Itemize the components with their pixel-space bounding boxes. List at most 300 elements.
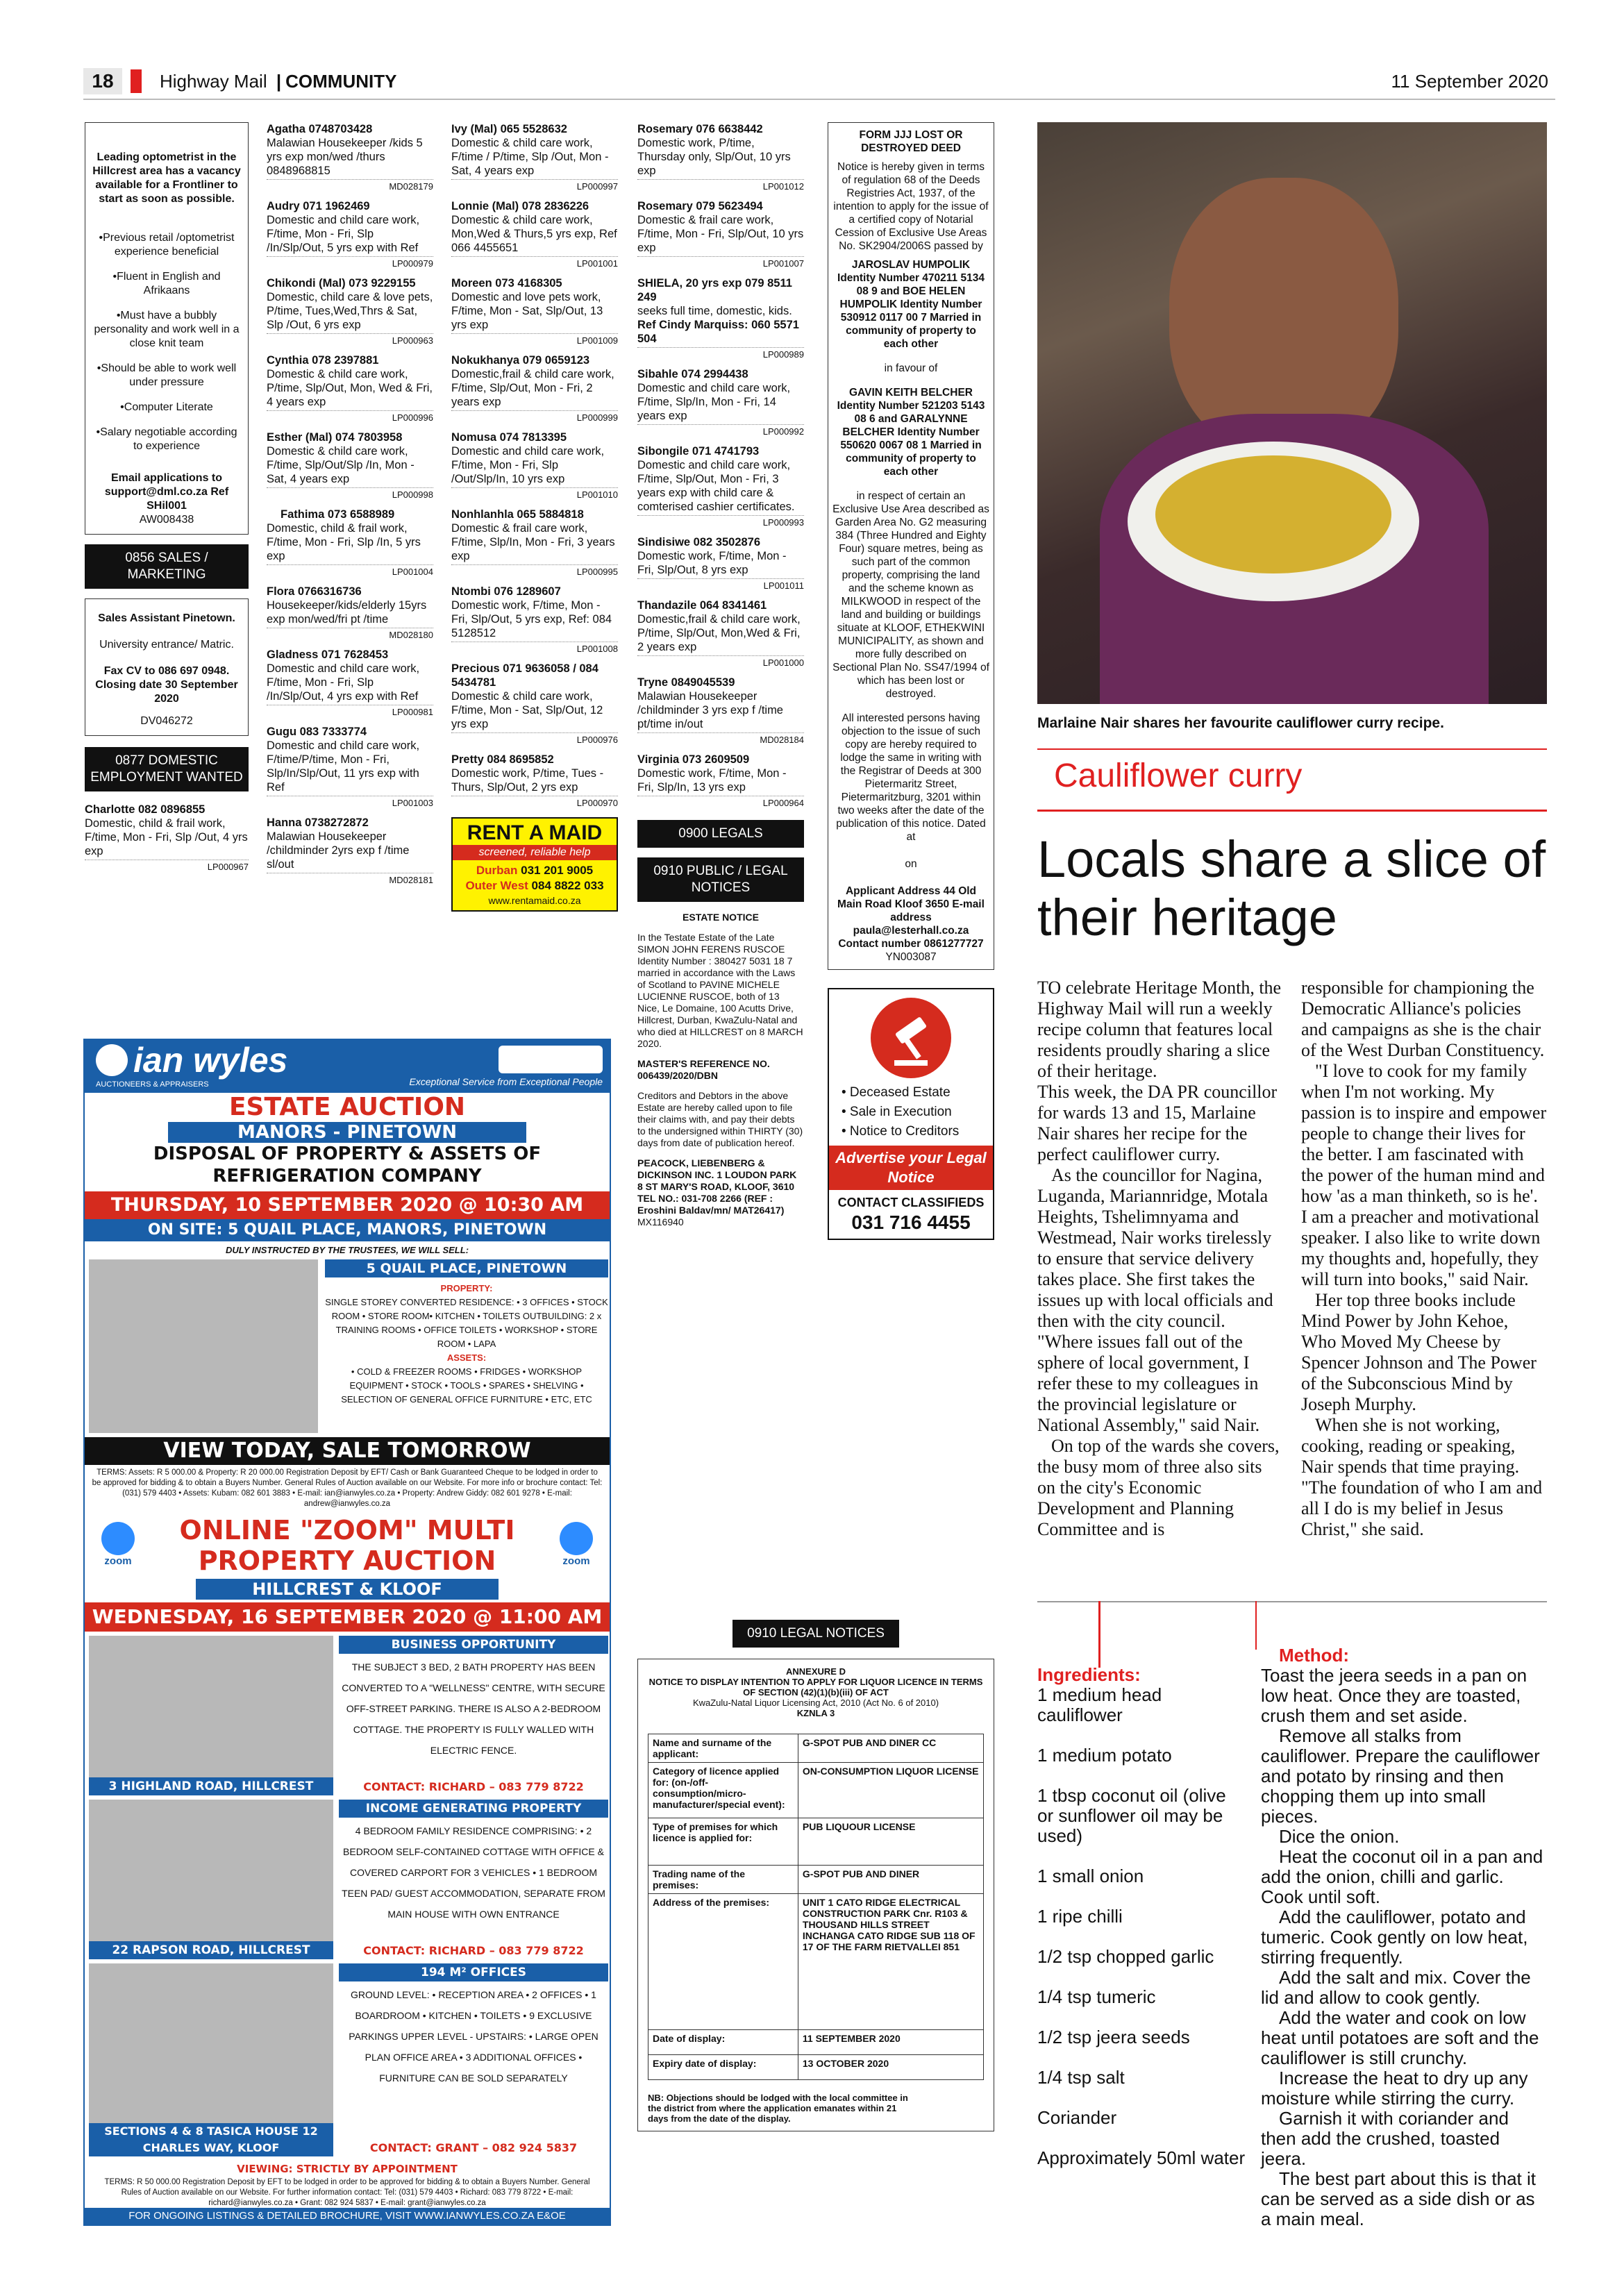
- method-step: The best part about this is that it can be served as a side dish or as a main meal.: [1261, 2168, 1536, 2229]
- ad-text: Domestic and child care work, F/time, Slp/Out, Mon - Fri, 3 years exp with child care & comterised cashier certificates.: [637, 459, 795, 513]
- ad-ref: LP001008: [451, 642, 618, 656]
- auction-onsite: ON SITE: 5 QUAIL PLACE, MANORS, PINETOWN: [85, 1219, 610, 1241]
- ad-name: Precious 071 9636058 / 084 5434781: [451, 662, 598, 689]
- list-item: [451, 662, 618, 747]
- list-item: [267, 276, 433, 348]
- phone-number: 031 201 9005: [521, 864, 594, 877]
- method-title: Method:: [1279, 1645, 1350, 1666]
- table-row: [648, 1818, 984, 1866]
- notice-text: In the Testate Estate of the Late SIMON JOHN FERENS RUSCOE Identity Number : 380427 5031 18 7 married in accordance with the Laws of Scotland to PAVINE MICHELE LUCIENNE RUSCOE, both of 13 Nice, Le Domaine, 100 Acutts Drive, Hillcrest, Durban, KwaZulu-Natal and who died at HILLCREST on 8 MARCH 2020.: [637, 932, 803, 1049]
- auction-subtitle: DISPOSAL OF PROPERTY & ASSETS OF REFRIGERATION COMPANY: [153, 1143, 542, 1187]
- ad-text: seeks full time, domestic, kids.: [637, 305, 792, 317]
- list-item: [451, 585, 618, 656]
- table-cell: Date of display:: [648, 2030, 798, 2055]
- sales-ad: [85, 598, 249, 736]
- method-step: Add the water and cook on low heat until potatoes are soft and the cauliflower is still crunchy.: [1261, 2007, 1539, 2068]
- property-label: PROPERTY:: [440, 1283, 493, 1293]
- ad-text: Domestic & frail care work, F/time, Slp/In, Mon - Fri, 3 years exp: [451, 522, 615, 562]
- list-item: [451, 122, 618, 194]
- ad-text: Domestic,frail & child care work, F/time, Slp/Out, Mon - Fri, 2 years exp: [451, 368, 614, 408]
- ad-name: Hanna 0738272872: [267, 816, 369, 829]
- ad-text: Fax CV to 086 697 0948. Closing date 30 September 2020: [95, 665, 238, 705]
- ad-text: •Fluent in English and Afrikaans: [112, 271, 221, 296]
- article-paragraph: responsible for championing the Democratic Alliance's policies and campaigns as she is the chair of the West Durban Constituency.: [1301, 978, 1545, 1060]
- method-step: Remove all stalks from cauliflower. Prepare the cauliflower and potato by rinsing and then chopping them up into small pieces.: [1261, 1725, 1540, 1827]
- header-accent-bar: [131, 69, 142, 93]
- list-item: [451, 753, 618, 810]
- table-cell: Type of premises for which licence is applied for:: [648, 1818, 798, 1866]
- list-item: [637, 676, 804, 747]
- property-details: SINGLE STOREY CONVERTED RESIDENCE: • 3 OFFICES • STOCK ROOM • STORE ROOM• KITCHEN • TOILETS OUTBUILDING: 2 x TRAINING ROOMS • OFFICE TOILETS • WORKSHOP • STORE ROOM • LAPA: [325, 1297, 608, 1349]
- optometrist-ad: [85, 122, 249, 535]
- list-item: [637, 276, 804, 362]
- property-address: SECTIONS 4 & 8 TASICA HOUSE 12 CHARLES WAY, KLOOF: [89, 2123, 333, 2156]
- ad-text: Domestic and child care work, F/time, Mon - Fri, Slp /Out/Slp/In, 10 yrs exp: [451, 445, 605, 485]
- property-photo: [89, 1963, 333, 2123]
- ian-wyles-auction-ad: [83, 1039, 611, 2226]
- phone-label: Outer West: [465, 879, 528, 892]
- table-row: [648, 1734, 984, 1763]
- ad-text: Domestic work, P/time, Tues - Thurs, Slp/Out, 2 yrs exp: [451, 767, 604, 794]
- ad-ref: LP001007: [637, 256, 804, 271]
- estate-auction-title: ESTATE AUCTION: [228, 1093, 466, 1121]
- annexure-title: ANNEXURE D: [786, 1666, 846, 1677]
- list-item: [267, 353, 433, 425]
- property-details: GROUND LEVEL: • RECEPTION AREA • 2 OFFICES • 1 BOARDROOM • KITCHEN • TOILETS • 9 EXCLUSIVE PARKINGS UPPER LEVEL - UPSTAIRS: • LARGE OPEN PLAN OFFICE AREA • 3 ADDITIONAL OFFICES • FURNITURE CAN BE SOLD SEPARATELY: [349, 1989, 598, 2084]
- ad-ref: MD028181: [267, 873, 433, 887]
- ingredient-item: Coriander: [1037, 2107, 1117, 2128]
- ad-text: Domestic & child care work, F/time, Mon - Sat, Slp/Out, 12 yrs exp: [451, 690, 603, 730]
- ingredient-item: 1 ripe chilli: [1037, 1906, 1123, 1927]
- ad-ref: DV046272: [140, 715, 193, 727]
- liquor-licence-notice: [637, 1620, 994, 2131]
- article-column-2: [1301, 978, 1547, 1540]
- table-cell: Category of licence applied for: (on-/off-consumption/micro-manufacturer/special event):: [648, 1763, 798, 1818]
- ad-name: Audry 071 1962469: [267, 200, 370, 212]
- auction-instructed: DULY INSTRUCTED BY THE TRUSTEES, WE WILL SELL:: [225, 1245, 469, 1255]
- ad-cta: Advertise your Legal Notice: [829, 1146, 993, 1190]
- list-item: [267, 725, 433, 810]
- ad-ref: LP000995: [451, 564, 618, 579]
- ad-name: Nonhlanhla 065 5884818: [451, 508, 584, 521]
- ad-text: Domestic and child care work, F/time/P/time, Mon - Fri, Slp/In/Slp/Out, 11 yrs exp with Ref: [267, 739, 420, 794]
- ad-name: Charlotte 082 0896855: [85, 803, 206, 816]
- ad-text: Leading optometrist in the Hillcrest area has a vacancy available for a Frontliner to start as soon as possible.: [92, 151, 241, 205]
- ingredients-list: [1037, 1665, 1246, 2168]
- ad-ref: LP001000: [637, 655, 804, 670]
- notice-text: PEACOCK, LIEBENBERG & DICKINSON INC. 1 LOUDON PARK 8 ST MARY'S ROAD, KLOOF, 3610 TEL NO.: 031-708 2266 (REF : Eroshini Baldav/mn/ MAT26417): [637, 1157, 797, 1216]
- classifieds-column-3: [451, 122, 618, 912]
- ad-ref: LP000981: [267, 705, 433, 719]
- notice-text: in favour of: [884, 362, 938, 374]
- list-item: [267, 648, 433, 719]
- service-item: • Deceased Estate: [842, 1085, 951, 1100]
- photo-curry: [1155, 455, 1391, 573]
- online-auction-title: ONLINE "ZOOM" MULTI PROPERTY AUCTION: [179, 1515, 515, 1576]
- notice-text: in respect of certain an Exclusive Use Area described as Garden Area No. G2 measuring 384 (Three Hundred and Eighty Four) square metres, being as such part of the common property, comprising the land and the scheme known as MILKWOOD in respect of the land and building or buildings situate at KLOOF, ETHEKWINI MUNICIPALITY, as shown and more fully described on Sectional Plan No. SS47/1994 of which has been lost or destroyed.: [832, 490, 989, 700]
- auction-1-details: [85, 1259, 610, 1433]
- assets-label: ASSETS:: [446, 1352, 487, 1363]
- ad-name: Ntombi 076 1289607: [451, 585, 561, 598]
- zoom-label: zoom: [104, 1555, 132, 1567]
- ad-name: Nomusa 074 7813395: [451, 431, 567, 444]
- table-row: [648, 1763, 984, 1818]
- article-headline: Locals share a slice of their heritage: [1037, 830, 1546, 946]
- ad-text: University entrance/ Matric.: [99, 639, 234, 651]
- association-badges: [499, 1046, 603, 1073]
- article-paragraph: On top of the wards she covers, the busy mom of three also sits on the city's Economic Development and Planning Committee and is: [1037, 1436, 1280, 1539]
- ad-name: Nokukhanya 079 0659123: [451, 354, 590, 367]
- property-photo: [89, 1259, 318, 1433]
- ad-text: Domestic & child care work, Mon,Wed & Thurs,5 yrs exp, Ref 066 4455651: [451, 214, 617, 254]
- ad-text: Domestic work, F/time, Mon - Fri, Slp/In, 13 yrs exp: [637, 767, 787, 794]
- ad-ref: LP000963: [267, 333, 433, 348]
- ingredient-item: 1/4 tsp tumeric: [1037, 1986, 1156, 2007]
- ad-name: Sibahle 074 2994438: [637, 368, 748, 380]
- ad-text: •Must have a bubbly personality and work well in a close knit team: [94, 310, 240, 349]
- viewing-notice: VIEWING: STRICTLY BY APPOINTMENT: [237, 2163, 458, 2175]
- ad-text: •Computer Literate: [120, 401, 213, 413]
- ad-ref: MD028180: [267, 628, 433, 642]
- ad-text: Domestic & frail care work, F/time, Mon - Fri, Slp/Out, 10 yrs exp: [637, 214, 804, 254]
- method-accent: [1255, 1601, 1257, 1650]
- article-paragraph: As the councillor for Nagina, Luganda, Mariannridge, Motala Heights, Tshelimnyama and Westmead, Nair works tirelessly to ensure that service delivery takes place. She first takes the issues up with local officials and then with the city council. "Where issues fall out of the sphere of local government, I refer these to my colleagues in the provincial legislature or National Assembly," said Nair.: [1037, 1165, 1273, 1435]
- notice-text: MASTER'S REFERENCE NO. 006439/2020/DBN: [637, 1058, 770, 1081]
- ad-title: RENT A MAID: [467, 821, 603, 844]
- property-contact: CONTACT: RICHARD – 083 779 8722: [363, 1780, 584, 1793]
- issue-date: 11 September 2020: [1391, 71, 1548, 92]
- notice-heading: NOTICE TO DISPLAY INTENTION TO APPLY FOR LIQUOR LICENCE IN TERMS OF SECTION (42)(1)(b)(iii) OF ACT: [648, 1677, 983, 1698]
- property-heading: 194 M² OFFICES: [339, 1963, 608, 1981]
- form-jjj-notice: [828, 122, 994, 1240]
- list-item: [637, 199, 804, 271]
- ad-text: •Should be able to work well under pressure: [97, 362, 237, 388]
- ad-name: Virginia 073 2609509: [637, 753, 750, 766]
- ingredient-item: Approximately 50ml water: [1037, 2147, 1246, 2168]
- ingredients-title: Ingredients:: [1037, 1664, 1141, 1685]
- ad-text: Domestic work, P/time, Thursday only, Slp/Out, 10 yrs exp: [637, 137, 791, 177]
- classifieds-column-4: [637, 122, 804, 1228]
- table-cell: UNIT 1 CATO RIDGE ELECTRICAL CONSTRUCTION PARK Cnr. R103 & THOUSAND HILLS STREET INCHANGA CATO RIDGE SUB 118 OF 17 OF THE FARM RIETVALLEI 851: [798, 1894, 983, 2030]
- article-paragraph: TO celebrate Heritage Month, the Highway Mail will run a weekly recipe column that features local residents proudly sharing a slice of their heritage.: [1037, 978, 1282, 1081]
- property-heading: INCOME GENERATING PROPERTY: [339, 1800, 608, 1818]
- property-address: 22 RAPSON ROAD, HILLCREST: [89, 1941, 333, 1959]
- ingredient-item: 1/4 tsp salt: [1037, 2067, 1125, 2088]
- paper-name: Highway Mail | COMMUNITY: [160, 71, 397, 92]
- ad-text: •Previous retail /optometrist experience beneficial: [99, 232, 235, 258]
- ad-name: Agatha 0748703428: [267, 123, 373, 135]
- ingredient-item: 1 small onion: [1037, 1866, 1144, 1886]
- ad-ref: YN003087: [885, 951, 937, 963]
- property-listing: [85, 1636, 610, 1797]
- ad-contact: CONTACT CLASSIFIEDS: [837, 1196, 985, 1209]
- ad-name: Tryne 0849045539: [637, 676, 735, 689]
- ingredient-item: 1/2 tsp chopped garlic: [1037, 1946, 1214, 1967]
- list-item: [637, 367, 804, 439]
- article-paragraph: This week, the DA PR councillor for wards 13 and 15, Marlaine Nair shares her recipe for the perfect cauliflower curry.: [1037, 1082, 1278, 1164]
- notice-act: KwaZulu-Natal Liquor Licensing Act, 2010 (Act No. 6 of 2010): [692, 1698, 939, 1708]
- method-step: Garnish it with coriander and then add the crushed, toasted jeera.: [1261, 2108, 1509, 2169]
- section-name: COMMUNITY: [285, 71, 397, 92]
- method-step: Increase the heat to dry up any moisture while stirring the curry.: [1261, 2068, 1528, 2109]
- property-photo: [89, 1636, 333, 1779]
- notice-text: JAROSLAV HUMPOLIK Identity Number 470211 5134 08 9 and BOE HELEN HUMPOLIK Identity Number 530912 0117 00 7 Married in community of property to each other: [837, 259, 985, 350]
- list-item: [451, 508, 618, 579]
- ad-website: www.rentamaid.co.za: [488, 895, 581, 906]
- property-photo: [89, 1800, 333, 1943]
- ad-ref: MX116940: [637, 1216, 684, 1227]
- ad-text: Domestic, child care & love pets, P/time, Tues,Wed,Thrs & Sat, Slp /Out, 6 yrs exp: [267, 291, 433, 331]
- list-item: [267, 199, 433, 271]
- auction-location: MANORS - PINETOWN: [168, 1122, 526, 1143]
- property-contact: CONTACT: GRANT – 082 924 5837: [369, 2141, 578, 2154]
- ad-name: Fathima 073 6588989: [281, 508, 395, 521]
- method-step: Toast the jeera seeds in a pan on low heat. Once they are toasted, crush them and set aside.: [1261, 1665, 1527, 1726]
- auction-date-1: THURSDAY, 10 SEPTEMBER 2020 @ 10:30 AM: [85, 1191, 610, 1219]
- ad-text: Malawian Housekeeper /childminder 3 yrs exp f /time pt/time in/out: [637, 690, 783, 730]
- list-item: [637, 535, 804, 593]
- list-item: [451, 353, 618, 425]
- table-cell: Name and surname of the applicant:: [648, 1734, 798, 1763]
- photo-caption: Marlaine Nair shares her favourite cauliflower curry recipe.: [1037, 715, 1444, 731]
- ad-text: Email applications to support@dml.co.za Ref SHil001: [104, 472, 229, 512]
- article-photo: [1037, 122, 1547, 704]
- list-item: [267, 122, 433, 194]
- ad-ref: LP000970: [451, 796, 618, 810]
- zoom-auction-banner: [85, 1512, 610, 1579]
- zoom-label: zoom: [562, 1555, 590, 1567]
- ad-ref: LP000993: [637, 515, 804, 530]
- article-paragraph: Her top three books include Mind Power by John Kehoe, Who Moved My Cheese by Spencer Johnson and The Power of the Subconscious Mind by Joseph Murphy.: [1301, 1290, 1537, 1414]
- ad-ref: LP000996: [267, 410, 433, 425]
- kicker-rule: [1037, 810, 1547, 812]
- property-listing: [85, 1800, 610, 1961]
- property-listing: [85, 1963, 610, 2159]
- ad-name: Rosemary 076 6638442: [637, 123, 763, 135]
- article-kicker: Cauliflower curry: [1054, 757, 1303, 794]
- table-cell: G-SPOT PUB AND DINER: [798, 1866, 983, 1894]
- ad-name: Moreen 073 4168305: [451, 277, 562, 290]
- ad-text: Domestic and child care work, F/time, Mon - Fri, Slp /In/Slp/Out, 5 yrs exp with Ref: [267, 214, 420, 254]
- article-column-1: [1037, 978, 1283, 1540]
- ad-name: Rosemary 079 5623494: [637, 200, 763, 212]
- table-row: [648, 1894, 984, 2030]
- ad-text: Domestic & child care work, P/time, Slp/Out, Mon, Wed & Fri, 4 years exp: [267, 368, 433, 408]
- ad-text: Domestic and child care work, F/time, Slp/In, Mon - Fri, 14 years exp: [637, 382, 791, 422]
- ad-ref: LP000967: [85, 860, 249, 874]
- ian-wyles-logo: ian wyles: [133, 1041, 288, 1080]
- notice-title: ESTATE NOTICE: [683, 912, 759, 923]
- table-cell: ON-CONSUMPTION LIQUOR LICENSE: [798, 1763, 983, 1818]
- paper-title: Highway Mail: [160, 71, 267, 92]
- notice-note: NB: Objections should be lodged with the local committee in the district from where the application emanates within 21 days from the date of the display.: [648, 2093, 908, 2124]
- ad-ref: LP000976: [451, 732, 618, 747]
- table-row: [648, 2030, 984, 2055]
- ad-text: Domestic, child & frail work, F/time, Mon - Fri, Slp /Out, 4 yrs exp: [85, 817, 248, 857]
- list-item: [451, 199, 618, 271]
- rent-a-maid-ad: [451, 817, 618, 912]
- ad-ref: LP000998: [267, 487, 433, 502]
- ad-text: Domestic & child care work, F/time, Slp/Out/Slp /In, Mon - Sat, 4 years exp: [267, 445, 415, 485]
- notice-text: Creditors and Debtors in the above Estate are hereby called upon to file their claims with, and pay their debts to the undersigned within THIRTY (30) days from date of publication hereof.: [637, 1090, 803, 1148]
- ad-name: Esther (Mal) 074 7803958: [267, 431, 403, 444]
- recipe-divider: [1037, 1601, 1547, 1602]
- gavel-icon: [869, 996, 953, 1080]
- ad-text: Domestic & child care work, F/time / P/time, Slp /Out, Mon - Sat, 4 years exp: [451, 137, 609, 177]
- phone-number: 084 8822 033: [531, 879, 604, 892]
- table-row: [648, 2055, 984, 2080]
- property-details: THE SUBJECT 3 BED, 2 BATH PROPERTY HAS BEEN CONVERTED TO A "WELLNESS" CENTRE, WITH SECURE OFF-STREET PARKING. THERE IS ALSO A 2-BEDROOM COTTAGE. THE PROPERTY IS FULLY WALLED WITH ELECTRIC FENCE.: [342, 1661, 605, 1756]
- ad-ref: LP001011: [637, 578, 804, 593]
- ad-name: Sibongile 071 4741793: [637, 445, 760, 458]
- ad-ref: LP001001: [451, 256, 618, 271]
- notice-text: GAVIN KEITH BELCHER Identity Number 521203 5143 08 6 and GARALYNNE BELCHER Identity Number 550620 0067 08 1 Married in community of property to each other: [837, 387, 985, 478]
- ad-name: Flora 0766316736: [267, 585, 362, 598]
- ad-text: Domestic, child & frail work, F/time, Mon - Fri, Slp /In, 5 yrs exp: [267, 522, 421, 562]
- ad-text: Malawian Housekeeper /childminder 2yrs exp f /time sl/out: [267, 830, 410, 871]
- property-address: 5 QUAIL PLACE, PINETOWN: [325, 1259, 608, 1277]
- ad-name: Ref Cindy Marquiss: 060 5571 504: [637, 319, 799, 345]
- zoom-icon: [93, 1522, 143, 1568]
- ingredient-item: 1 medium head cauliflower: [1037, 1684, 1162, 1725]
- estate-notice: [637, 912, 804, 1228]
- ad-text: Domestic and child care work, F/time, Mon - Fri, Slp /In/Slp/Out, 4 yrs exp with Ref: [267, 662, 420, 703]
- list-item: [267, 585, 433, 642]
- auction-terms-2: TERMS: R 50 000.00 Registration Deposit by EFT to be lodged in order to be approved for bidding & to obtain a Buyers Number. General Rules of Auction available on our Website. For further information contact: Tel: (031) 579 4403 • Richard: 083 779 8722 • E-mail: richard@ianwyles.co.za • Grant: 082 924 5837 • E-mail: grant@ianwyles.co.za: [104, 2178, 590, 2207]
- ad-name: Ivy (Mal) 065 5528632: [451, 123, 567, 135]
- ad-ref: LP001003: [267, 796, 433, 810]
- notice-title: FORM JJJ LOST OR DESTROYED DEED: [859, 129, 963, 154]
- ingredient-item: 1 tbsp coconut oil (olive or sunflower oil may be used): [1037, 1785, 1226, 1846]
- list-item: [451, 430, 618, 502]
- ad-ref: LP001010: [451, 487, 618, 502]
- ad-text: Domestic,frail & child care work, P/time, Slp/Out, Mon,Wed & Fri, 2 years exp: [637, 613, 801, 653]
- method-step: Add the salt and mix. Cover the lid and allow to cook gently.: [1261, 1967, 1531, 2008]
- notice-text: Applicant Address 44 Old Main Road Kloof 3650 E-mail address paula@lesterhall.co.za Contact number 0861277727: [837, 885, 985, 950]
- table-cell: 13 OCTOBER 2020: [798, 2055, 983, 2080]
- ian-wyles-footer: FOR ONGOING LISTINGS & DETAILED BROCHURE, VISIT WWW.IANWYLES.CO.ZA E&OE: [85, 2208, 610, 2224]
- ad-text: Domestic work, F/time, Mon - Fri, Slp/Out, 5 yrs exp, Ref: 084 5128512: [451, 599, 612, 639]
- auction-date-2: WEDNESDAY, 16 SEPTEMBER 2020 @ 11:00 AM: [85, 1602, 610, 1632]
- ad-ref: LP000999: [451, 410, 618, 425]
- ad-ref: LP001004: [267, 564, 433, 579]
- ad-name: Thandazile 064 8341461: [637, 599, 767, 612]
- category-0877: 0877 DOMESTIC EMPLOYMENT WANTED: [85, 747, 249, 791]
- ingredients-accent: [1098, 1601, 1100, 1668]
- notice-text: on: [905, 858, 917, 870]
- list-item: [267, 816, 433, 887]
- list-item: [637, 753, 804, 810]
- ian-wyles-tagline: Exceptional Service from Exceptional People: [409, 1076, 603, 1087]
- view-today-banner: VIEW TODAY, SALE TOMORROW: [85, 1437, 610, 1465]
- ad-ref: LP000979: [267, 256, 433, 271]
- table-cell: Trading name of the premises:: [648, 1866, 798, 1894]
- ian-wyles-header: [85, 1040, 610, 1093]
- ad-name: SHIELA, 20 yrs exp 079 8511 249: [637, 277, 792, 303]
- table-row: [648, 1866, 984, 1894]
- category-0910: 0910 PUBLIC / LEGAL NOTICES: [637, 857, 804, 902]
- classifieds-column-2: [267, 122, 433, 893]
- property-details: 4 BEDROOM FAMILY RESIDENCE COMPRISING: • 2 BEDROOM SELF-CONTAINED COTTAGE WITH OFFICE & COVERED CARPORT FOR 3 VEHICLES • 1 BEDROOM TEEN PAD/ GUEST ACCOMMODATION, SEPARATE FROM MAIN HOUSE WITH OWN ENTRANCE: [342, 1825, 605, 1920]
- list-item: [637, 444, 804, 530]
- ad-tagline: screened, reliable help: [453, 845, 617, 860]
- table-cell: PUB LIQUOUR LICENSE: [798, 1818, 983, 1866]
- method-list: [1261, 1645, 1547, 2229]
- ad-text: Domestic and love pets work, F/time, Mon - Sat, Slp/Out, 13 yrs exp: [451, 291, 603, 331]
- list-item: [637, 122, 804, 194]
- ad-text: Sales Assistant Pinetown.: [98, 612, 235, 624]
- auction-terms-1: TERMS: Assets: R 5 000.00 & Property: R 20 000.00 Registration Deposit by EFT/ Cash or Bank Guaranteed Cheque to be lodged in order to be approved for bidding & to obtain a Buyers Number. General Rules of Auction available on our Website. For more info or brochure contact: Tel: (031) 579 4403 • Assets: Kubam: 082 601 3883 • E-mail: ian@ianwyles.co.za • Property: Andrew Giddy: 082 601 9278 • E-mail: andrew@ianwyles.co.za: [92, 1468, 603, 1508]
- classifieds-ad: [828, 988, 994, 1240]
- ad-ref: LP000989: [637, 347, 804, 362]
- ad-name: Cynthia 078 2397881: [267, 354, 379, 367]
- ad-name: Sindisiwe 082 3502876: [637, 536, 761, 548]
- notice-text: All interested persons having objection to the issue of such copy are hereby required to lodge the same in writing with the Registrar of Deeds at 300 Pietermaritz Street, Pietermaritzburg, 3201 within two weeks after the date of the publication of this notice. Dated at: [836, 712, 986, 843]
- category-0856: 0856 SALES / MARKETING: [85, 544, 249, 589]
- ad-ref: MD028184: [637, 732, 804, 747]
- page-header: [83, 64, 1555, 100]
- table-cell: Address of the premises:: [648, 1894, 798, 2030]
- property-address: 3 HIGHLAND ROAD, HILLCREST: [89, 1777, 333, 1795]
- ingredient-item: 1/2 tsp jeera seeds: [1037, 2027, 1190, 2047]
- table-cell: 11 SEPTEMBER 2020: [798, 2030, 983, 2055]
- method-step: Heat the coconut oil in a pan and add the onion, chilli and garlic. Cook until soft.: [1261, 1846, 1543, 1907]
- list-item: [267, 508, 433, 579]
- ad-ref: MD028179: [267, 179, 433, 194]
- category-0910-legal: 0910 LEGAL NOTICES: [733, 1620, 899, 1648]
- table-cell: G-SPOT PUB AND DINER CC: [798, 1734, 983, 1763]
- ad-ref: LP001012: [637, 179, 804, 194]
- ad-text: Malawian Housekeeper /kids 5 yrs exp mon/wed /thurs 0848968815: [267, 137, 423, 177]
- ian-wyles-logo-icon: [96, 1044, 128, 1076]
- zoom-icon: [551, 1522, 601, 1568]
- ad-name: Lonnie (Mal) 078 2836226: [451, 200, 589, 212]
- auction-region: HILLCREST & KLOOF: [196, 1579, 499, 1600]
- notice-code: KZNLA 3: [796, 1708, 835, 1718]
- caption-rule: [1037, 748, 1547, 750]
- service-item: • Sale in Execution: [842, 1105, 952, 1119]
- article-paragraph: "I love to cook for my family when I'm not working. My passion is to inspire and empower people to change their lives for the better. I am fascinated with the power of the human mind and how 'as a man thinketh, so is he'. I am a preacher and motivational speaker. I also like to write down my thoughts and, hopefully, they will turn into books," said Nair.: [1301, 1061, 1547, 1289]
- ad-ref: LP001009: [451, 333, 618, 348]
- list-item: [267, 430, 433, 502]
- ad-name: Chikondi (Mal) 073 9229155: [267, 277, 416, 290]
- ad-text: Domestic work, F/time, Mon - Fri, Slp/Out, 8 yrs exp: [637, 550, 787, 576]
- list-item: [85, 803, 249, 874]
- category-0900: 0900 LEGALS: [637, 820, 804, 848]
- licence-table: [648, 1734, 984, 2080]
- ingredient-item: 1 medium potato: [1037, 1745, 1172, 1766]
- ad-name: Pretty 084 8695852: [451, 753, 554, 766]
- notice-text: Notice is hereby given in terms of regulation 68 of the Deeds Registries Act, 1937, of the intention to apply for the issue of a certified copy of Notarial Cession of Exclusive Use Areas No. SK2904/2006S passed by: [833, 161, 989, 252]
- property-contact: CONTACT: RICHARD – 083 779 8722: [363, 1944, 584, 1957]
- ad-text: •Salary negotiable according to experience: [96, 426, 237, 452]
- phone-label: Durban: [476, 864, 518, 877]
- ad-name: Gugu 083 7333774: [267, 726, 367, 738]
- classifieds-column-1: [85, 122, 249, 880]
- ad-name: Gladness 071 7628453: [267, 648, 389, 661]
- ad-ref: LP000992: [637, 424, 804, 439]
- method-step: Add the cauliflower, potato and tumeric. Cook gently on low heat, stirring frequently.: [1261, 1907, 1528, 1968]
- ad-text: Housekeeper/kids/elderly 15yrs exp mon/wed/fri pt /time: [267, 599, 427, 626]
- ad-ref: LP000997: [451, 179, 618, 194]
- ad-phone: 031 716 4455: [851, 1212, 971, 1233]
- page-number: 18: [83, 68, 122, 94]
- article-paragraph: When she is not working, cooking, reading or speaking, Nair spends that time praying. "The foundation of who I am and all I do is my belief in Jesus Christ," she said.: [1301, 1415, 1543, 1539]
- list-item: [451, 276, 618, 348]
- list-item: [637, 598, 804, 670]
- service-item: • Notice to Creditors: [842, 1124, 960, 1139]
- ad-ref: LP000964: [637, 796, 804, 810]
